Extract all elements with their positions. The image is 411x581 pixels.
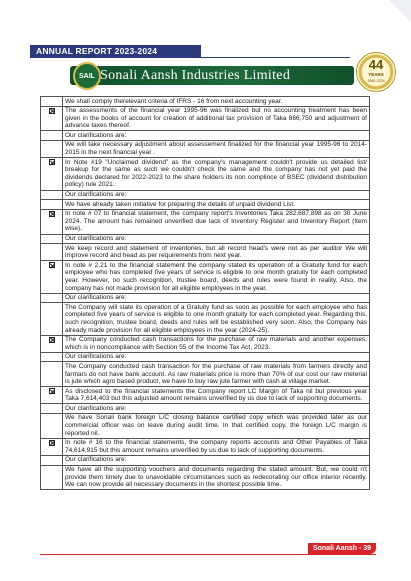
table-row: [41, 234, 370, 244]
row-text-cell: The Company conducted cash transactions for the purchase of raw materials and another expenses, which is in noncompliance with Section 55 of the Income Tax Act, 2023.: [63, 335, 370, 352]
table-row: [41, 261, 370, 293]
row-text-cell: Our clarifications are:: [63, 352, 370, 362]
table-row: [41, 438, 370, 455]
row-marker-cell: [41, 140, 63, 157]
seal-years: 1980-2024: [367, 79, 385, 83]
row-text-cell: The Company conducted cash transaction for the purchase of raw materials from farmers directly and farmars do not have bank account. As raw materials price is more than 70% of our cost our raw meterial is jute which agro based product, we have to buy raw jute farmer with cash at village market.: [63, 362, 370, 387]
table-row: [41, 158, 370, 190]
table-row: [41, 362, 370, 387]
row-marker-cell: [41, 404, 63, 414]
checkbox-cross-icon: [49, 262, 55, 268]
row-text-cell: Our clarifications are:: [63, 190, 370, 200]
table-row: [41, 293, 370, 303]
row-text-cell: The assessments of the financial year 1995-96 was finalized but no accounting treatment has been given in the books of account for creation of additional tax provision of Taka 866,750 and adjustment of advance taxes thereof.: [63, 106, 370, 131]
footer-rule: [40, 554, 376, 555]
seal-word: YEARS: [368, 72, 384, 77]
row-marker-cell: [41, 465, 63, 490]
table-row: [41, 335, 370, 352]
row-text-cell: In note # 2.21 to the financial statement the company stated its operation of a Gratuity fund for each employee who has completed five years of service is eligible to one month gratuity for each completed year. However, no such recognition, trustee board, deeds and rules were found in reality. Also, the company has not made provision for all eligible employees in the year.: [63, 261, 370, 293]
row-text-cell: In note # 07 to financial statement, the company report's Inventories Taka 282,687,898 as on 30 June 2024. The amount has remained unverified due lack of Inventory Register and Inventory Report (Item wise).: [63, 209, 370, 234]
page-corner-decoration: [389, 0, 411, 22]
row-marker-cell: [41, 200, 63, 210]
table-row: [41, 387, 370, 404]
row-marker-cell: [41, 455, 63, 465]
table-row: [41, 200, 370, 210]
row-marker-cell: [41, 106, 63, 131]
row-text-cell: We have Sonali bank foreign L/C closing balance certified copy which was provided later as our commercial officer was on leave during audit time. In that certified copy, the foreign L/C margin is reported nil.: [63, 413, 370, 438]
table-row: [41, 413, 370, 438]
row-marker-cell: [41, 190, 63, 200]
row-marker-cell: [41, 352, 63, 362]
row-text-cell: We keep record and statement of inventories, but all record head's were not as per auditor We will improve record and head as per requirements from next year.: [63, 244, 370, 261]
checkbox-cross-icon: [49, 388, 55, 394]
table-row: [41, 303, 370, 335]
audit-qualification-table: [40, 96, 370, 490]
table-row: [41, 106, 370, 131]
row-text-cell: Our clarifications are:: [63, 455, 370, 465]
table-row: [41, 131, 370, 141]
row-marker-cell: [41, 438, 63, 455]
row-text-cell: The Company will state its operation of a Gratuity fund as soon as possible for each employee who has completed five years of service is eligible to one month gratuity for each completed year. Regarding this, such recognition, trustee board, deeds and rules will be established very soon. Also, the Company has already made provision for all eligible employees in the year (2024-25).: [63, 303, 370, 335]
row-text-cell: Our clarifications are:: [63, 293, 370, 303]
anniversary-seal-icon: [356, 52, 396, 92]
row-text-cell: As disclosed to the financial statements the Company report LC Margin of Taka nil but previous year Taka 7,614,403 but this adjusted amount remains unverified by us due to lack of supporting documents.: [63, 387, 370, 404]
header-rule: [30, 57, 350, 58]
row-marker-cell: [41, 387, 63, 404]
checkbox-cross-icon: [49, 337, 55, 343]
row-marker-cell: [41, 335, 63, 352]
report-title: ANNUAL REPORT 2023-2024: [30, 45, 201, 57]
table-row: [41, 455, 370, 465]
row-text-cell: We shall comply therelevant criteria of IFRS - 16 from next accounting year.: [63, 97, 370, 107]
row-marker-cell: [41, 97, 63, 107]
row-marker-cell: [41, 158, 63, 190]
row-text-cell: We have already taken initiative for preparing the details of unpaid dividend List.: [63, 200, 370, 210]
row-text-cell: In Note #19 "Unclaimed dividend" as the company's management couldn't provide us detailed list/ breakup for the same as such we couldn't check the same and the company has not yet paid the dividends declared for 2022-2023 to the share holders its non complince of BSEC (dividend distribution policy) rule 2021.: [63, 158, 370, 190]
table-row: [41, 465, 370, 490]
row-marker-cell: [41, 413, 63, 438]
table-row: [41, 404, 370, 414]
row-marker-cell: [41, 209, 63, 234]
checkbox-cross-icon: [49, 159, 55, 165]
row-text-cell: Our clarifications are:: [63, 404, 370, 414]
row-text-cell: We will take necessary adjustment about assessement finalized for the financial year 1995-96 to 2014-2015 in the next financial year .: [63, 140, 370, 157]
row-marker-cell: [41, 303, 63, 335]
row-text-cell: In note # 16 to the financial statements, the company reports accounts and Other Payables of Taka 74,614,915 but this amount remains unverified by us due to lack of supporting documents.: [63, 438, 370, 455]
row-text-cell: Our clarifications are:: [63, 131, 370, 141]
checkbox-cross-icon: [49, 108, 55, 114]
company-name: Sonali Aansh Industries Limited: [100, 68, 291, 83]
table-row: [41, 209, 370, 234]
seal-number: 44: [368, 57, 384, 72]
row-text-cell: Our clarifications are:: [63, 234, 370, 244]
checkbox-cross-icon: [49, 211, 55, 217]
table-row: [41, 97, 370, 107]
table-row: [41, 190, 370, 200]
table-row: [41, 140, 370, 157]
row-marker-cell: [41, 234, 63, 244]
company-logo-icon: SAIL: [73, 62, 101, 90]
table-row: [41, 244, 370, 261]
row-marker-cell: [41, 131, 63, 141]
row-marker-cell: [41, 293, 63, 303]
row-marker-cell: [41, 244, 63, 261]
page-number-label: Sonali Aansh - 39: [308, 543, 376, 554]
table-row: [41, 352, 370, 362]
row-marker-cell: [41, 261, 63, 293]
row-marker-cell: [41, 362, 63, 387]
row-text-cell: We have all the supporting vouchers and documents regarding the stated amount. But, we could n't provide them timely due to unavoidable circumstances such as redecorating our office interior recently. We can now provide all necessary documents in the shortest possible time.: [63, 465, 370, 490]
checkbox-cross-icon: [49, 440, 55, 446]
